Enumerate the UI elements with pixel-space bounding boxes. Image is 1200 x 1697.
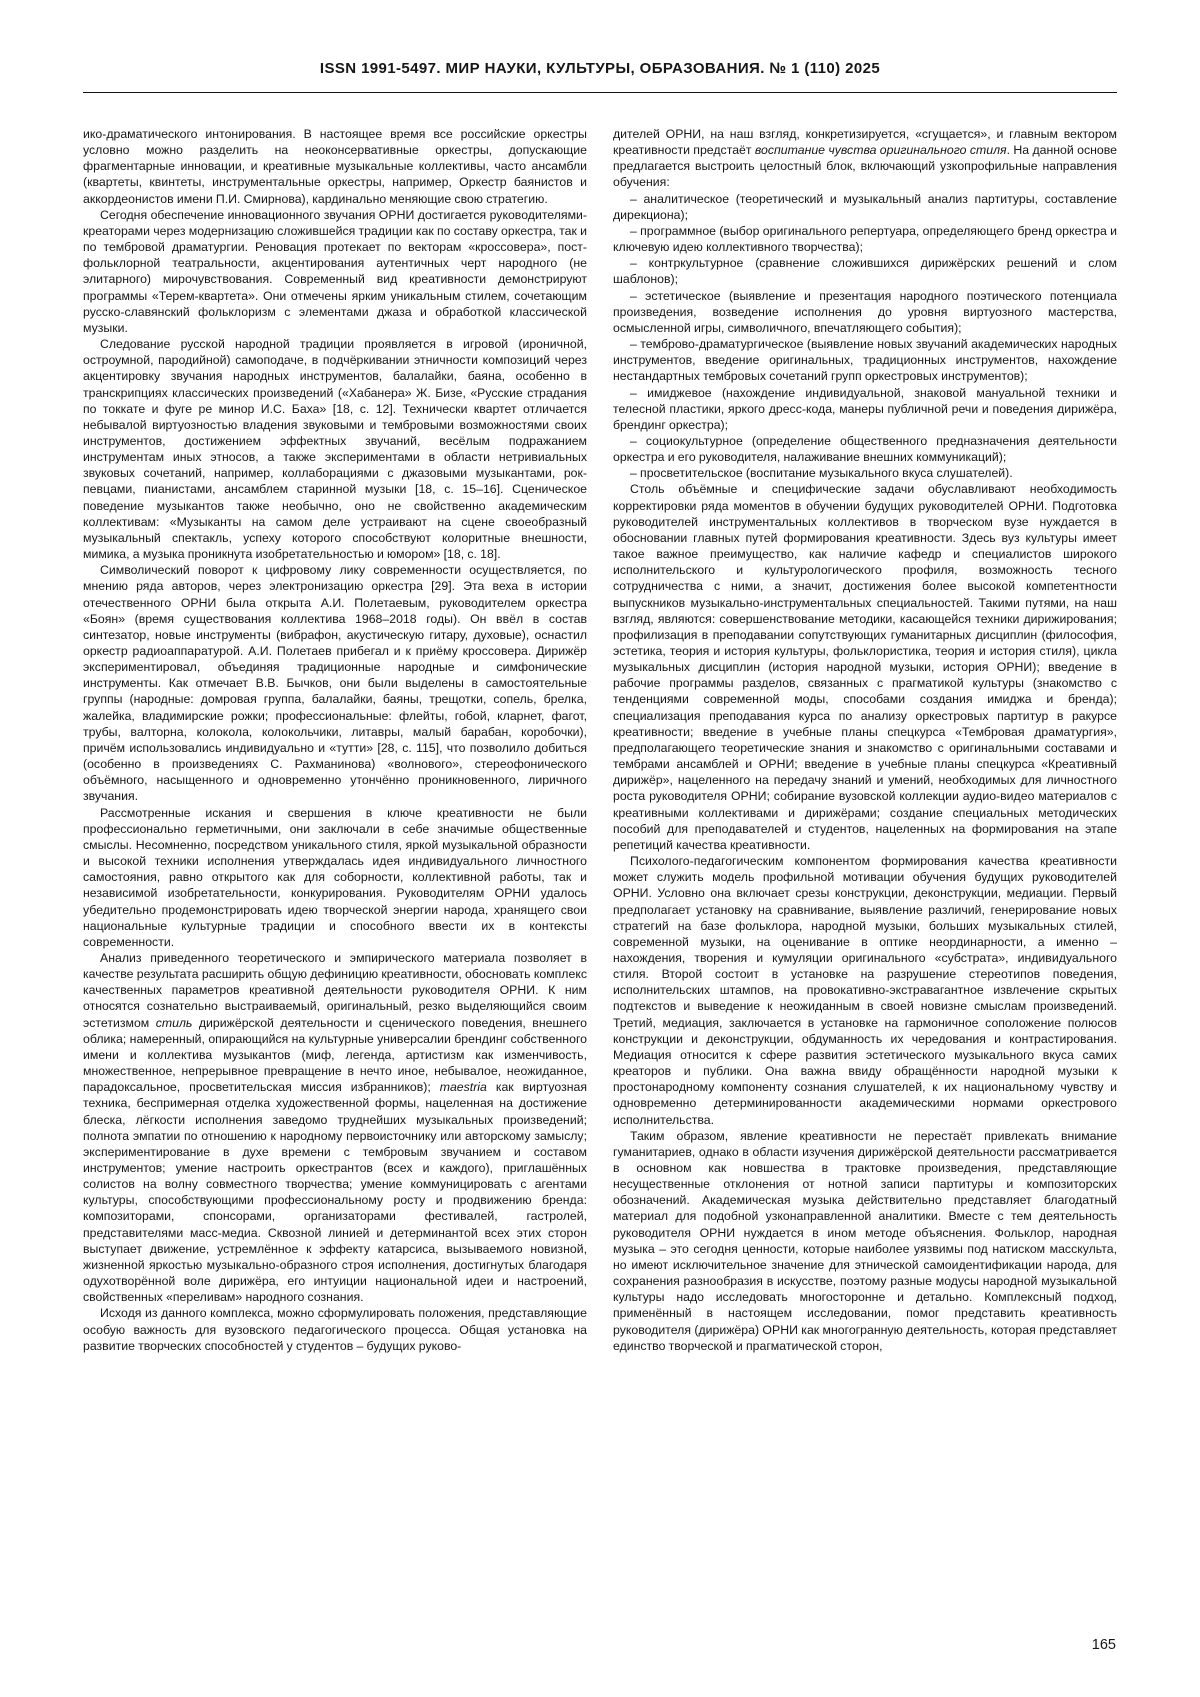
journal-header: ISSN 1991-5497. МИР НАУКИ, КУЛЬТУРЫ, ОБРАЗОВАНИЯ. № 1 (110) 2025 (319, 60, 881, 77)
paragraph: – просветительское (воспитание музыкального вкуса слушателей). (630, 466, 1013, 481)
paragraph: – программное (выбор оригинального репертуара, определяющего бренд оркестра и ключевую идею коллективного творчества); (613, 223, 1117, 255)
paragraph: Анализ приведенного теоретического и эмпирического материала позволяет в качестве результата расширить общую дефиницию креативности, обосновать комплекс качественных параметров креативной деятельности руководителя ОРНИ. К ним относятся сознательно выстраиваемый, оригинальный, резко выделяющийся своим эстетизмом стиль дирижёрской деятельности и сценического поведения, внешнего облика; намеренный, опирающийся на культурные универсалии брендинг собственного имени и коллектива музыкантов (миф, легенда, артистизм как изменчивость, множественное, непрерывное превращение в нечто иное, небывалое, неожиданное, парадоксальное, просветительская миссия избранников); maestria как виртуозная техника, беспримерная отделка художественной формы, нацеленная на достижение блеска, лёгкости исполнения заведомо труднейших музыкальных произведений; полнота эмпатии по отношению к народному первоисточнику или авторскому замыслу; экспериментирование в духе времени с тембровым звучанием и составом инструментов; умение настроить оркестрантов (всех и каждого), приглашённых солистов на волну совместного творчества; умение коммуницировать с агентами культуры, способствующими профессиональному росту и продвижению бренда: композиторами, спонсорами, организаторами фестивалей, гастролей, представителями масс-медиа. Сквозной линией и детерминантой всех этих сторон выступает движение, устремлённое к эффекту катарсиса, вызываемого новизной, жизненной яркостью музыкально-образного строя исполнения, достигнутых благодаря одухотворённой воле дирижёра, его интуиции национальной идеи и настроений, свойственных «переливам» народного сознания. (83, 950, 588, 1305)
paragraph: Таким образом, явление креативности не перестаёт привлекать внимание гуманитариев, однако в области изучения дирижёрской деятельности рассматривается в основном как новшества в трактовке произведения, представляющие несущественные отклонения от нотной записи партитуры и композиторских обозначений. Академическая музыка действительно представляет благодатный материал для подобной узконаправленной аналитики. Вместе с тем деятельность руководителя ОРНИ нуждается в ином методе объяснения. Фольклор, народная музыка – это сегодня ценности, которые наиболее уязвимы под натиском масскульта, но имеют исключительное значение для этнической самоидентификации народа, для сохранения разнообразия в искусстве, поэтому разные модусы народной музыкальной культуры надо исследовать многосторонне и детально. Комплексный подход, применённый в настоящем исследовании, помог представить креативность руководителя (дирижёра) ОРНИ как многогранную деятельность, которая представляет единство творческой и прагматической сторон, (613, 1128, 1117, 1353)
paragraph: – эстетическое (выявление и презентация народного поэтического потенциала произведения, возведение исполнения до уровня виртуозного мастерства, осмысленной игры, символичного, впечатляющего события); (613, 288, 1117, 335)
paragraph: Символический поворот к цифровому лику современности осуществляется, по мнению ряда авторов, через электронизацию оркестра [29]. Эта веха в истории отечественного ОРНИ была открыта А.И. Полетаевым, руководителем оркестра «Боян» (время существования коллектива 1968–2018 годы). Он ввёл в состав синтезатор, новые инструменты (вибрафон, акустическую гитару, духовые), оснастил оркестр радиоаппаратурой. А.И. Полетаев прибегал и к приёму кроссовера. Дирижёр экспериментировал, объединяя традиционные народные и симфонические инструменты. Как отмечает В.В. Бычков, они были выделены в самостоятельные группы (народные: домровая группа, балалайки, баяны, трещотки, сопель, брелка, жалейка, владимирские рожки; профессиональные: флейты, гобой, кларнет, фагот, трубы, валторна, колокола, колокольчики, литавры, малый барабан, коробочки), причём использовались индивидуально и «тутти» [28, с. 115], что позволило добиться (особенно в произведениях С. Рахманинова) «волнового», стереофонического объёмного, насыщенного и одновременно утончённо проникновенного, лиричного звучания. (83, 563, 587, 804)
paragraph: ико-драматического интонирования. В настоящее время все российские оркестры условно можно разделить на неоконсервативные оркестры, допускающие фрагментарные инновации, и креативные музыкальные коллективы, часто ансамбли (квартеты, квинтеты, инструментальные оркестры, например, Оркестр баянистов и аккордеонистов имени П.И. Смирнова), кардинально меняющие свою стратегию. (83, 127, 587, 206)
paragraph: – социокультурное (определение общественного предназначения деятельности оркестра и его руководителя, налаживание внешних коммуникаций); (613, 433, 1117, 465)
left-column (83, 126, 587, 1354)
paragraph: Рассмотренные искания и свершения в ключе креативности не были профессионально герметичными, они заключали в себе значимые общественные смыслы. Несомненно, посредством уникального стиля, яркой музыкальной образности и высокой техники исполнения утверждалась идея индивидуального личностного самостояния, равно открытого как для соборности, коллективной работы, так и независимой изобретательности, конкурирования. Руководителям ОРНИ удалось убедительно продемонстрировать идею творческой энергии народа, хранящего свои национальные культурные традиции и способного ввести их в контексты современности. (83, 805, 587, 949)
paragraph: – имиджевое (нахождение индивидуальной, знаковой мануальной техники и телесной пластики, яркого дресс-кода, манеры публичной речи и поведения дирижёра, брендинг оркестра); (613, 385, 1117, 432)
page-number: 165 (1091, 1637, 1116, 1653)
right-column (613, 126, 1117, 1354)
paragraph: Столь объёмные и специфические задачи обуславливают необходимость корректировки ряда моментов в обучении будущих руководителей ОРНИ. Подготовка руководителей инструментальных коллективов в творческом вузе нуждается в обосновании главных путей формирования креативности. Здесь вуз культуры имеет такое важное преимущество, как наличие кафедр и специалистов широкого исполнительского и культурологического профиля, возможность тесного сотрудничества с ними, а значит, достижения более высокой компетентности выпускников музыкально-инструментальных специальностей. Такими путями, на наш взгляд, являются: совершенствование методики, касающейся техники дирижирования; профилизация в преподавании сопутствующих гуманитарных дисциплин (философия, эстетика, теория и история культуры, фольклористика, теория и история стиля), цикла музыкальных дисциплин (история народной музыки, история ОРНИ); введение в рабочие программы разделов, связанных с прагматикой культуры (знакомство с тенденциями современной моды, способами создания имиджа и бренда); специализация преподавания курса по анализу оркестровых партитур в ракурсе креативности; введение в учебные планы спецкурса «Тембровая драматургия», предполагающего теоретические знания и знакомство с оригинальными составами и тембрами ансамблей и ОРНИ; введение в учебные планы спецкурса «Креативный дирижёр», нацеленного на передачу знаний и умений, необходимых для личностного роста руководителя ОРНИ; собирание вузовской коллекции аудио-видео материалов с креативными коллективами и дирижёрами; создание специальных методических пособий для преподавателей и студентов, нацеленных на формирования на этапе репетиций качества креативности. (613, 482, 1117, 852)
paragraph: Психолого-педагогическим компонентом формирования качества креативности может служить модель профильной мотивации обучения будущих руководителей ОРНИ. Условно она включает срезы конструкции, деконструкции, медиации. Первый предполагает установку на сравнивание, выявление различий, генерирование новых стратегий на базе фольклора, народной музыки, больших музыкальных стилей, современной музыки, на оценивание в оптике неординарности, а именно – нахождения, творения и кумуляции оригинального «субстрата», индивидуального стиля. Второй состоит в установке на разрушение стереотипов поведения, исполнительских штампов, на провокативно-экстравагантное извлечение скрытых подтекстов и выведение к неожиданным в своей новизне смыслам произведений. Третий, медиация, заключается в установке на гармоничное соположение полюсов конструкции и деконструкции, обдуманность их чередования и контрастирования. Медиация относится к сфере развития эстетического музыкального вкуса самих креаторов и публики. Она важна ввиду обращённости народной музыки к простонародному компоненту сознания слушателей, к их национальному чувству и одновременно детерминированности академическими нормами оркестрового исполнительства. (613, 854, 1117, 1127)
paragraph: – темброво-драматургическое (выявление новых звучаний академических народных инструментов, введение оригинальных, традиционных инструментов, нахождение нестандартных тембровых сочетаний групп оркестровых инструментов); (613, 337, 1117, 384)
paragraph: Следование русской народной традиции проявляется в игровой (ироничной, остроумной, пародийной) самоподаче, в подчёркивании этничности композиций через акцентировку звучания народных инструментов, балалайки, баяна, особенно в транскрипциях классических произведений («Хабанера» Ж. Бизе, «Русские страдания по токкате и фуге ре минор И.С. Баха» [18, с. 12]. Технически квартет отличается небывалой виртуозностью владения звуковыми и тембровыми возможностями своих инструментов, достижением эффектных звучаний, весёлым подражанием инструментам иных этносов, а также экспериментами в области нетривиальных звуковых сочетаний, например, коллаборациями с джазовыми музыкантами, рок-певцами, пианистами, ансамблем старинной музыки [18, с. 15–16]. Сценическое поведение музыкантов также необычно, оно не свойственно академическим коллективам: «Музыканты на самом деле устраивают на сцене своеобразный музыкальный спектакль, успеху которого способствуют колоритные внешности, мимика, а музыка проникнута изобретательностью и юмором» [18, с. 18]. (83, 337, 587, 562)
article-body (83, 126, 1117, 1354)
paragraph: Исходя из данного комплекса, можно сформулировать положения, представляющие особую важность для вузовского педагогического процесса. Общая установка на развитие творческих способностей у студентов – будущих руково- (83, 1306, 587, 1353)
header-rule (83, 92, 1117, 93)
paragraph: Сегодня обеспечение инновационного звучания ОРНИ достигается руководителями-креаторами через модернизацию сложившейся традиции как по составу оркестра, так и по тембровой драматургии. Реновация протекает по векторам «кроссовера», пост-фольклорной театральности, акцентирования аутентичных черт народного (не элитарного) мирочувствования. Современный вид креативности демонстрируют программы «Терем-квартета». Они отмечены ярким уникальным стилем, сочетающим русско-славянский фольклоризм с элементами джаза и обработкой классической музыки. (83, 207, 587, 335)
paragraph: – аналитическое (теоретический и музыкальный анализ партитуры, составление дирекциона); (613, 191, 1117, 222)
paragraph: дителей ОРНИ, на наш взгляд, конкретизируется, «сгущается», и главным вектором креативности предстаёт воспитание чувства оригинального стиля. На данной основе предлагается выстроить целостный блок, включающий узкопрофильные направления обучения: (613, 127, 1117, 190)
paragraph: – контркультурное (сравнение сложившихся дирижёрских решений и слом шаблонов); (613, 256, 1117, 287)
